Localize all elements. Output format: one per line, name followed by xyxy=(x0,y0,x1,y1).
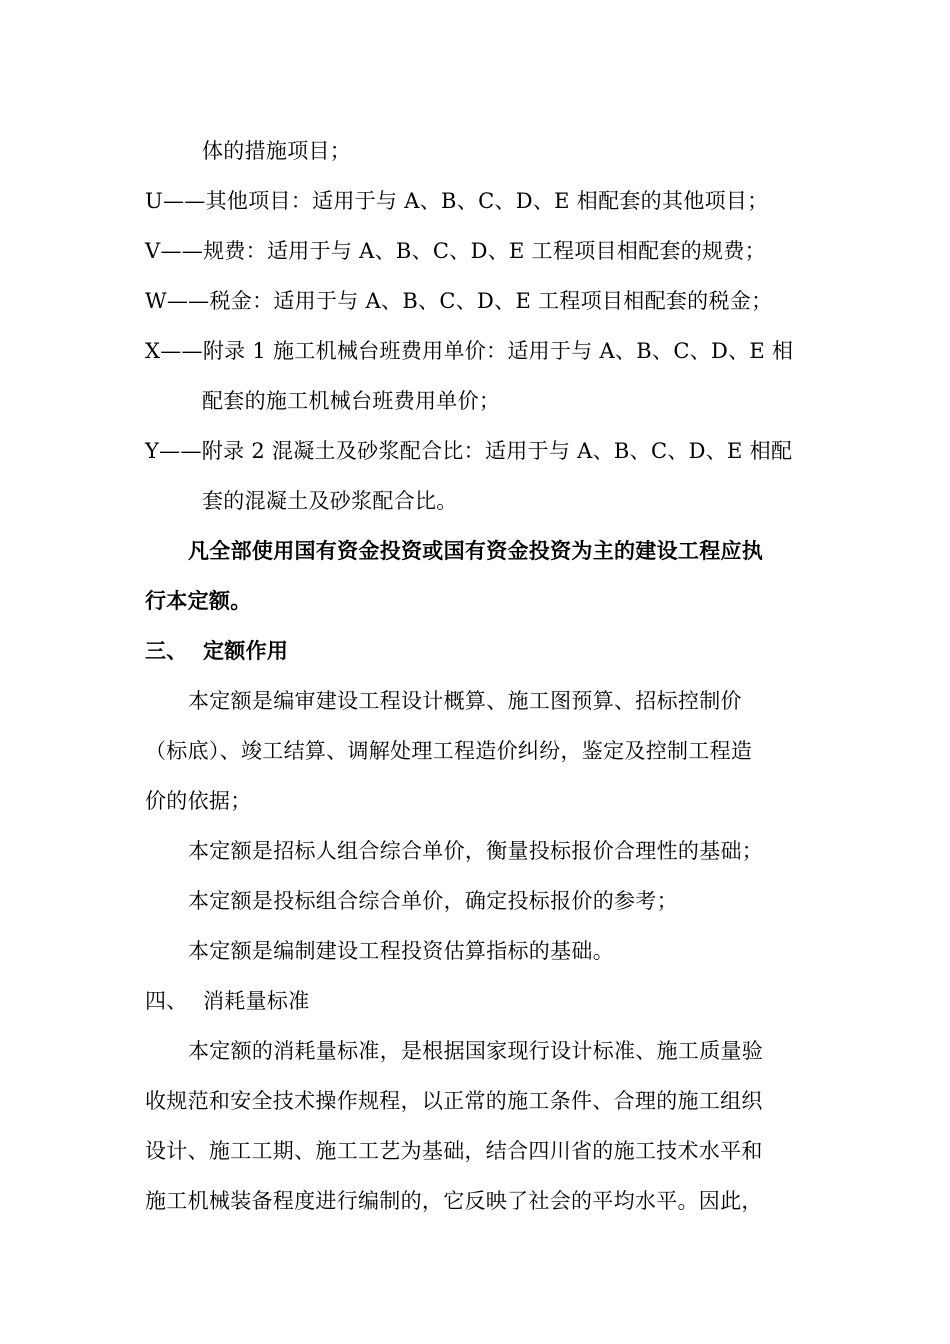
paragraph-line: 施工机械装备程度进行编制的，它反映了社会的平均水平。因此， xyxy=(145,1189,763,1213)
bold-paragraph-line: 行本定额。 xyxy=(145,588,252,613)
bold-paragraph-line: 凡全部使用国有资金投资或国有资金投资为主的建设工程应执 xyxy=(188,538,764,563)
list-item-x: X——附录 1 施工机械台班费用单价：适用于与 A、B、C、D、E 相 xyxy=(145,339,794,363)
section-number: 四、 xyxy=(145,989,188,1013)
paragraph-line: 本定额是招标人组合综合单价，衡量投标报价合理性的基础； xyxy=(188,839,764,863)
paragraph-line: 本定额是编制建设工程投资估算指标的基础。 xyxy=(188,939,614,963)
section-heading-3 xyxy=(145,637,288,665)
paragraph-line: 收规范和安全技术操作规程，以正常的施工条件、合理的施工组织 xyxy=(145,1089,763,1113)
list-continuation-line: 体的措施项目； xyxy=(202,139,352,163)
list-item-w: W——税金：适用于与 A、B、C、D、E 工程项目相配套的税金； xyxy=(145,289,773,313)
section-title: 消耗量标准 xyxy=(203,989,310,1013)
section-title: 定额作用 xyxy=(203,638,289,663)
list-item-y: Y——附录 2 混凝土及砂浆配合比：适用于与 A、B、C、D、E 相配 xyxy=(145,439,793,463)
paragraph-line: 设计、施工工期、施工工艺为基础，结合四川省的施工技术水平和 xyxy=(145,1139,763,1163)
section-heading-4 xyxy=(145,987,310,1015)
list-item-y-continuation: 套的混凝土及砂浆配合比。 xyxy=(202,489,458,513)
section-number: 三、 xyxy=(145,638,188,663)
list-item-u: U——其他项目：适用于与 A、B、C、D、E 相配套的其他项目； xyxy=(145,189,769,213)
paragraph-line: 价的依据； xyxy=(145,789,252,813)
paragraph-line: 本定额是编审建设工程设计概算、施工图预算、招标控制价 xyxy=(188,689,742,713)
paragraph-line: （标底）、竣工结算、调解处理工程造价纠纷，鉴定及控制工程造 xyxy=(145,739,753,763)
paragraph-line: 本定额是投标组合综合单价，确定投标报价的参考； xyxy=(188,889,678,913)
list-item-v: V——规费：适用于与 A、B、C、D、E 工程项目相配套的规费； xyxy=(145,239,766,263)
list-item-x-continuation: 配套的施工机械台班费用单价； xyxy=(202,389,501,413)
paragraph-line: 本定额的消耗量标准，是根据国家现行设计标准、施工质量验 xyxy=(188,1039,764,1063)
